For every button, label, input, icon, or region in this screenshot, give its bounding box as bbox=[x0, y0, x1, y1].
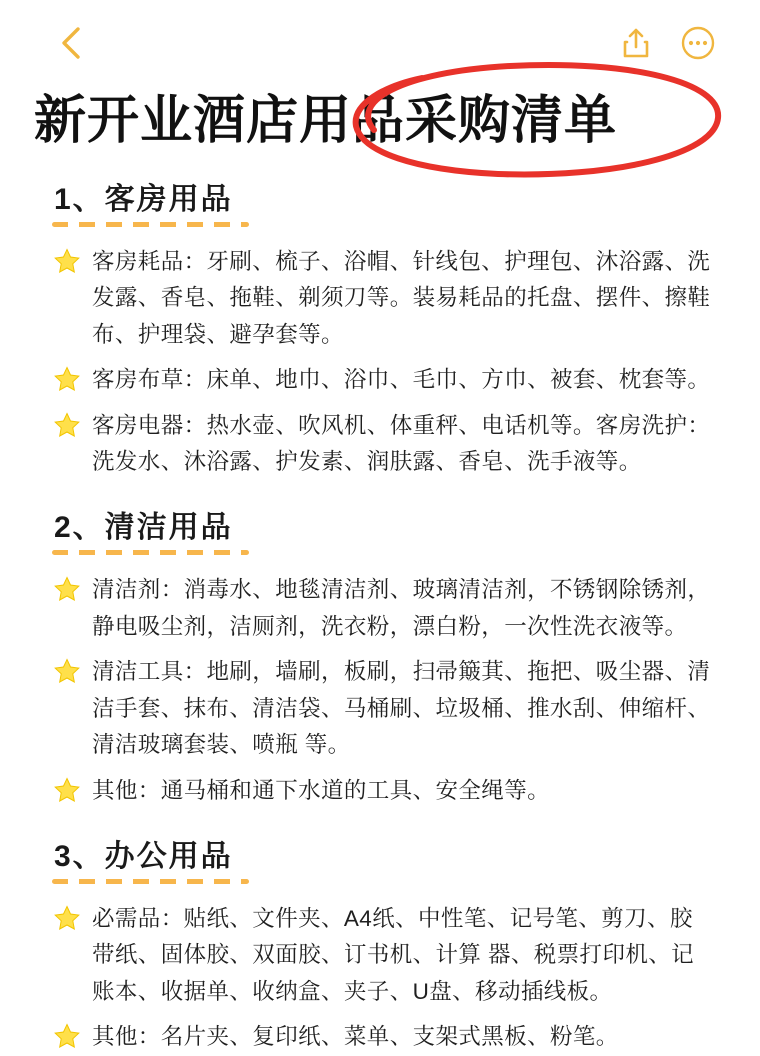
section-items bbox=[52, 572, 714, 809]
star-icon bbox=[52, 658, 82, 688]
chevron-left-icon[interactable] bbox=[54, 26, 88, 60]
list-item-text: 客房布草：床单、地巾、浴巾、毛巾、方巾、被套、枕套等。 bbox=[92, 367, 711, 393]
section-room-supplies bbox=[0, 174, 760, 481]
top-bar-actions bbox=[618, 25, 716, 61]
list-item-text: 清洁剂：消毒水、地毯清洁剂、玻璃清洁剂，不锈钢除锈剂，静电吸尘剂，洁厕剂，洗衣粉，漂白粉，一次性洗衣液等。 bbox=[92, 577, 711, 639]
section-heading bbox=[52, 174, 243, 218]
section-office-supplies bbox=[0, 831, 760, 1056]
section-cleaning-supplies bbox=[0, 502, 760, 809]
dashed-underline bbox=[52, 550, 249, 555]
dashed-underline bbox=[52, 222, 249, 227]
list-item-text: 客房电器：热水壶、吹风机、体重秤、电话机等。客房洗护：洗发水、沐浴露、护发素、润肤露、香皂、洗手液等。 bbox=[92, 412, 711, 474]
section-heading-label: 3、办公用品 bbox=[54, 840, 233, 874]
star-icon bbox=[52, 777, 82, 807]
list-item bbox=[52, 901, 714, 1010]
star-icon bbox=[52, 1023, 82, 1053]
list-item bbox=[52, 572, 714, 645]
list-item bbox=[52, 244, 714, 353]
list-item-text: 客房耗品：牙刷、梳子、浴帽、针线包、护理包、沐浴露、洗发露、香皂、拖鞋、剃须刀等。装易耗品的托盘、摆件、擦鞋布、护理袋、避孕套等。 bbox=[92, 248, 711, 347]
list-item-text: 其他：通马桶和通下水道的工具、安全绳等。 bbox=[92, 777, 551, 803]
list-item bbox=[52, 362, 714, 398]
section-heading bbox=[52, 831, 243, 875]
section-heading-label: 1、客房用品 bbox=[54, 182, 233, 216]
top-bar bbox=[0, 0, 760, 86]
section-items bbox=[52, 244, 714, 481]
list-item bbox=[52, 408, 714, 481]
list-item-text: 必需品：贴纸、文件夹、A4纸、中性笔、记号笔、剪刀、胶带纸、固体胶、双面胶、订书机、计算 器、税票打印机、记账本、收据单、收纳盒、夹子、U盘、移动插线板。 bbox=[92, 906, 695, 1004]
star-icon bbox=[52, 905, 82, 935]
star-icon bbox=[52, 248, 82, 278]
star-icon bbox=[52, 412, 82, 442]
list-item bbox=[52, 1019, 714, 1055]
share-upload-icon[interactable] bbox=[618, 25, 654, 61]
star-icon bbox=[52, 366, 82, 396]
title-area bbox=[0, 92, 760, 152]
section-heading-label: 2、清洁用品 bbox=[54, 511, 233, 545]
list-item bbox=[52, 773, 714, 809]
star-icon bbox=[52, 576, 82, 606]
section-items bbox=[52, 901, 714, 1056]
section-heading bbox=[52, 502, 243, 546]
dashed-underline bbox=[52, 879, 249, 884]
list-item-text: 清洁工具：地刷，墙刷，板刷，扫帚簸萁、拖把、吸尘器、清洁手套、抹布、清洁袋、马桶刷、垃圾桶、推水刮、伸缩杆、清洁玻璃套装、喷瓶 等。 bbox=[92, 659, 711, 758]
page-title: 新开业酒店用品采购清单 bbox=[34, 92, 618, 150]
list-item bbox=[52, 654, 714, 763]
list-item-text: 其他：名片夹、复印纸、菜单、支架式黑板、粉笔。 bbox=[92, 1024, 619, 1050]
more-dots-icon[interactable] bbox=[680, 25, 716, 61]
